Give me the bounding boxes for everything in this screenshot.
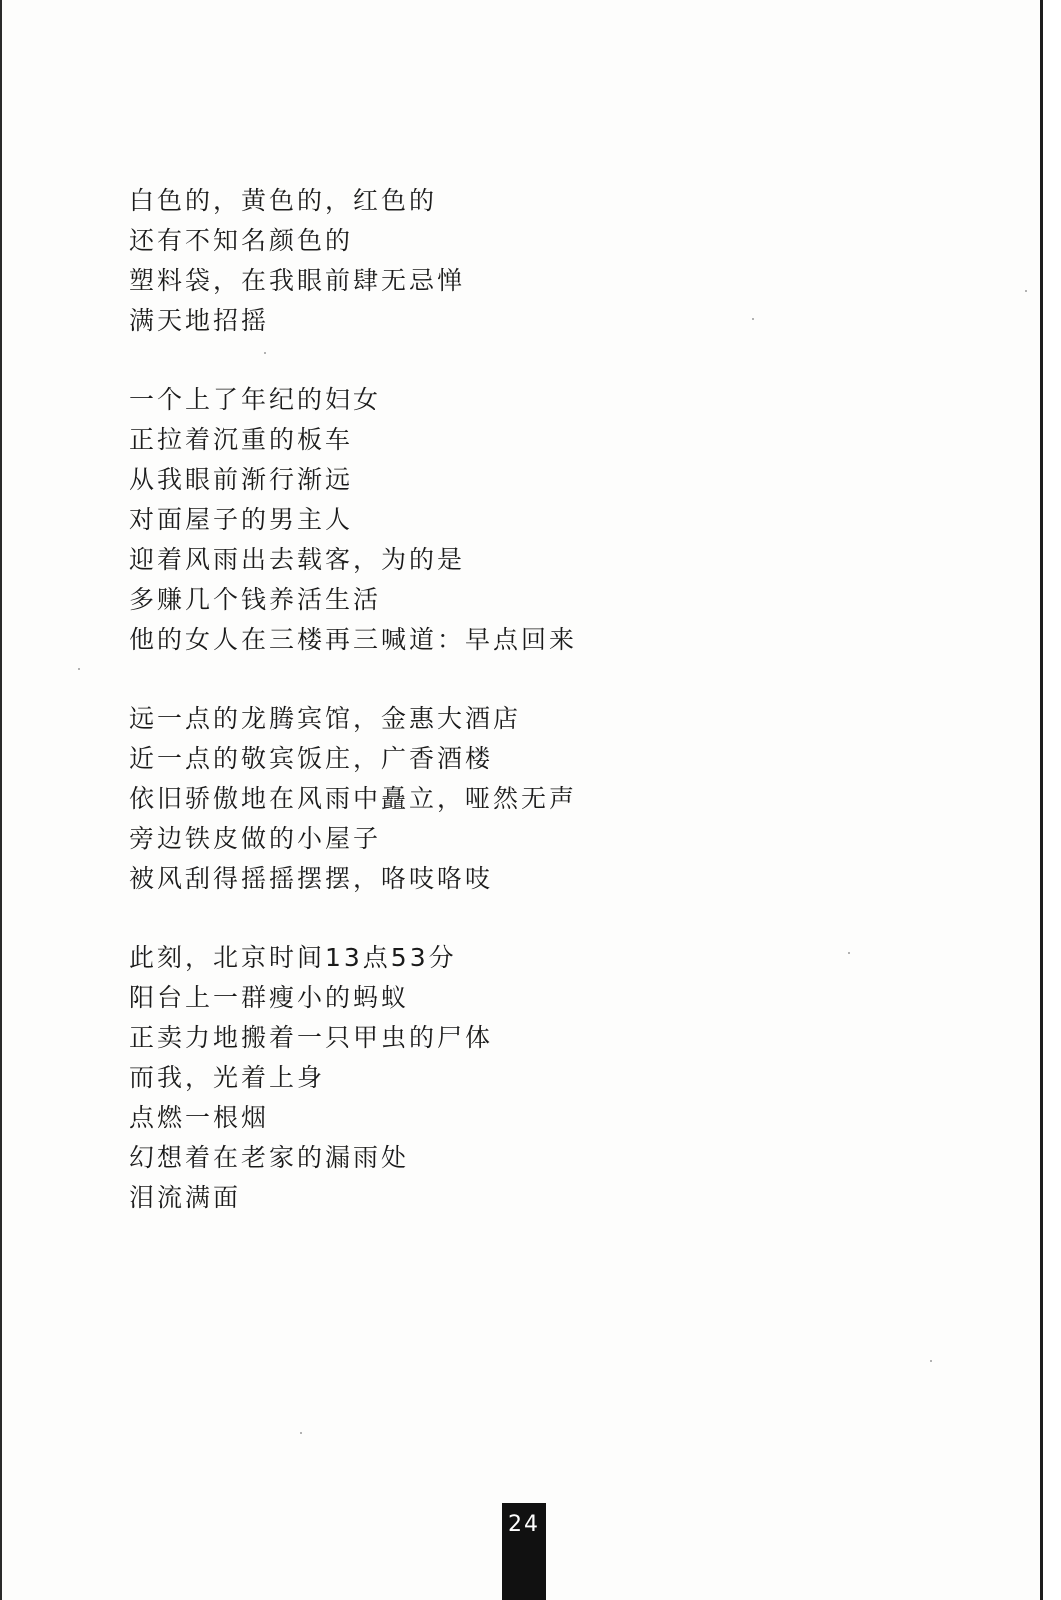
stanza-4 — [129, 938, 929, 1218]
poem-line: 幻想着在老家的漏雨处 — [129, 1143, 410, 1172]
poem-line: 一个上了年纪的妇女 — [129, 385, 382, 414]
poem-line: 依旧骄傲地在风雨中矗立，哑然无声 — [129, 784, 578, 813]
poem-line: 迎着风雨出去载客，为的是 — [129, 545, 466, 574]
poem-line: 正卖力地搬着一只甲虫的尸体 — [129, 1023, 494, 1052]
poem-line: 还有不知名颜色的 — [129, 226, 354, 255]
page-number: 24 — [502, 1503, 546, 1600]
poem-line: 泪流满面 — [129, 1183, 242, 1212]
stanza-3 — [129, 699, 929, 899]
poem-line: 他的女人在三楼再三喊道：早点回来 — [129, 625, 578, 654]
poem-line: 白色的，黄色的，红色的 — [129, 186, 438, 215]
poem-line: 塑料袋，在我眼前肆无忌惮 — [129, 266, 466, 295]
poem-body — [129, 181, 929, 1218]
poem-line: 旁边铁皮做的小屋子 — [129, 824, 382, 853]
poem-line: 多赚几个钱养活生活 — [129, 585, 382, 614]
poem-line: 正拉着沉重的板车 — [129, 425, 354, 454]
poem-line: 满天地招摇 — [129, 306, 270, 335]
scan-margin — [1043, 0, 1061, 1600]
poem-line: 此刻，北京时间13点53分 — [129, 943, 457, 972]
poem-line: 而我，光着上身 — [129, 1063, 326, 1092]
poem-line: 从我眼前渐行渐远 — [129, 465, 354, 494]
stanza-1 — [129, 181, 929, 341]
poem-line: 点燃一根烟 — [129, 1103, 270, 1132]
stanza-2 — [129, 380, 929, 660]
scan-speck — [1025, 290, 1027, 292]
poem-line: 被风刮得摇摇摆摆，咯吱咯吱 — [129, 864, 494, 893]
poem-line: 远一点的龙腾宾馆，金惠大酒店 — [129, 704, 522, 733]
page-right-edge — [1040, 0, 1043, 1600]
poem-line: 对面屋子的男主人 — [129, 505, 354, 534]
poem-line: 近一点的敬宾饭庄，广香酒楼 — [129, 744, 494, 773]
poem-line: 阳台上一群瘦小的蚂蚁 — [129, 983, 410, 1012]
page-left-edge — [0, 0, 2, 1600]
scan-speck — [300, 1432, 302, 1434]
scan-speck — [78, 668, 80, 670]
scan-speck — [930, 1360, 932, 1362]
